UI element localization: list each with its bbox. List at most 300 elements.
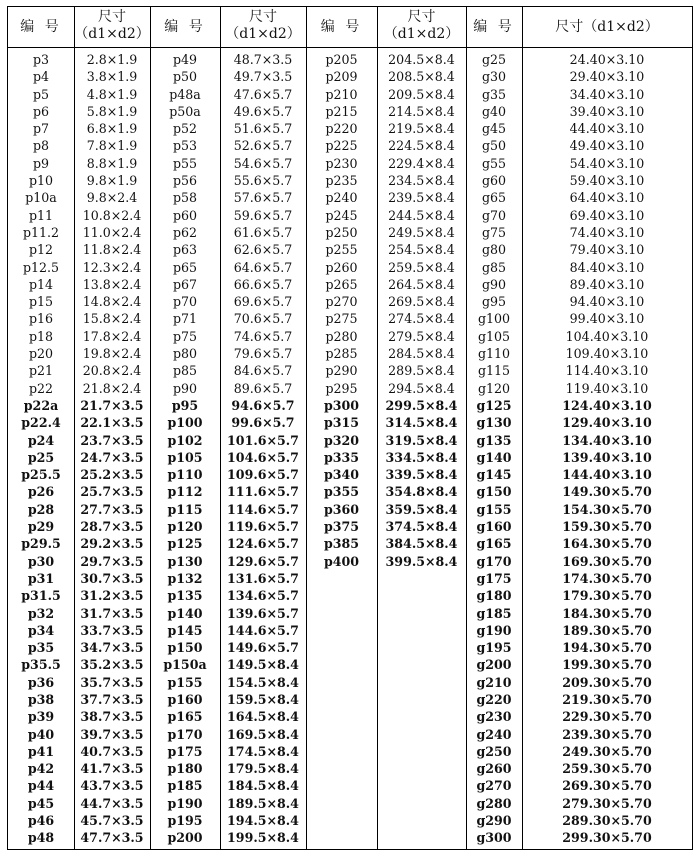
seal-code-cell: p60 — [172, 207, 198, 223]
seal-size-cell: 334.5×8.4 — [385, 449, 458, 465]
seal-size-cell: 49.40×3.10 — [569, 138, 645, 154]
seal-size-cell: 229.30×5.70 — [562, 709, 652, 725]
seal-code-cell: p14 — [28, 276, 54, 292]
seal-size-cell: 14.8×2.4 — [82, 294, 142, 310]
seal-code-cell: p50a — [169, 103, 201, 119]
seal-size-cell: 234.5×8.4 — [388, 173, 455, 189]
header-size-4: 尺寸（d1×d2） — [555, 19, 659, 35]
seal-code-cell: p210 — [325, 86, 358, 102]
seal-size-cell: 184.30×5.70 — [562, 605, 652, 621]
seal-size-cell: 20.8×2.4 — [82, 363, 142, 379]
seal-size-cell: 209.5×8.4 — [388, 86, 455, 102]
seal-code-cell: p46 — [27, 813, 55, 829]
seal-size-cell: 59.40×3.10 — [569, 173, 645, 189]
seal-size-cell: 6.8×1.9 — [86, 121, 138, 137]
seal-size-cell: 52.6×5.7 — [233, 138, 293, 154]
seal-code-cell: g145 — [476, 467, 512, 483]
seal-code-cell: g40 — [481, 103, 507, 119]
seal-code-cell: p120 — [167, 519, 203, 535]
seal-size-cell: 254.5×8.4 — [388, 242, 455, 258]
seal-code-cell: p260 — [325, 259, 358, 275]
seal-size-cell: 229.4×8.4 — [388, 155, 455, 171]
seal-code-cell: p65 — [172, 259, 198, 275]
seal-size-cell: 294.5×8.4 — [388, 380, 455, 396]
seal-size-cell: 174.30×5.70 — [562, 570, 652, 586]
header-code-3: 编 号 — [320, 19, 363, 35]
header-size-3: 尺寸 （d1×d2） — [383, 9, 460, 42]
code-column-4 — [466, 51, 522, 847]
seal-code-cell: p240 — [325, 190, 358, 206]
seal-size-cell: 189.30×5.70 — [562, 622, 652, 638]
seal-code-cell: g90 — [481, 276, 507, 292]
seal-size-cell: 84.6×5.7 — [233, 363, 293, 379]
seal-code-cell: p270 — [325, 294, 358, 310]
seal-size-cell: 43.7×3.5 — [80, 778, 144, 794]
seal-code-cell: p360 — [323, 501, 360, 517]
seal-size-cell: 289.30×5.70 — [562, 813, 652, 829]
seal-size-cell: 314.5×8.4 — [385, 415, 458, 431]
seal-code-cell: p245 — [325, 207, 358, 223]
seal-code-cell: p42 — [27, 761, 55, 777]
seal-code-cell: p125 — [167, 536, 203, 552]
seal-size-cell: 154.5×8.4 — [227, 674, 299, 690]
seal-code-cell: p22 — [28, 380, 54, 396]
seal-code-cell: g300 — [476, 830, 512, 846]
seal-size-cell: 94.40×3.10 — [569, 294, 645, 310]
seal-size-cell: 279.5×8.4 — [388, 328, 455, 344]
seal-size-cell: 184.5×8.4 — [227, 778, 299, 794]
seal-size-cell: 54.6×5.7 — [233, 155, 293, 171]
seal-code-cell: g185 — [476, 605, 512, 621]
seal-size-cell: 124.40×3.10 — [562, 397, 652, 413]
seal-size-cell: 219.5×8.4 — [388, 121, 455, 137]
seal-size-cell: 104.6×5.7 — [227, 449, 299, 465]
seal-code-cell: g65 — [481, 190, 507, 206]
seal-size-cell: 35.7×3.5 — [80, 674, 144, 690]
seal-code-cell: p275 — [325, 311, 358, 327]
seal-size-cell: 149.30×5.70 — [562, 484, 652, 500]
seal-code-cell: g60 — [481, 173, 507, 189]
seal-code-cell: p220 — [325, 121, 358, 137]
seal-code-cell: p205 — [325, 52, 358, 67]
seal-code-cell: p112 — [167, 484, 203, 500]
seal-code-cell: g240 — [476, 726, 512, 742]
seal-size-cell: 204.5×8.4 — [388, 52, 455, 67]
seal-size-cell: 40.7×3.5 — [80, 743, 144, 759]
seal-size-cell: 169.30×5.70 — [562, 553, 652, 569]
seal-code-cell: g85 — [481, 259, 507, 275]
seal-size-cell: 39.40×3.10 — [569, 103, 645, 119]
seal-code-cell: p320 — [323, 432, 360, 448]
seal-size-cell: 31.7×3.5 — [80, 605, 144, 621]
seal-size-cell: 11.8×2.4 — [82, 242, 142, 258]
seal-code-cell: p230 — [325, 155, 358, 171]
seal-size-cell: 84.40×3.10 — [569, 259, 645, 275]
seal-code-cell: p165 — [167, 709, 203, 725]
seal-code-cell: p102 — [167, 432, 203, 448]
size-column-2 — [220, 51, 306, 847]
seal-code-cell: p21 — [28, 363, 54, 379]
seal-code-cell: p11 — [28, 207, 54, 223]
seal-code-cell: p105 — [167, 449, 203, 465]
seal-size-cell: 269.5×8.4 — [388, 294, 455, 310]
seal-size-cell: 374.5×8.4 — [385, 519, 458, 535]
seal-size-cell: 199.5×8.4 — [227, 830, 299, 846]
seal-size-cell: 37.7×3.5 — [80, 691, 144, 707]
seal-size-cell: 224.5×8.4 — [388, 138, 455, 154]
seal-size-cell: 264.5×8.4 — [388, 276, 455, 292]
seal-code-cell: p49 — [172, 52, 198, 67]
seal-size-cell: 64.6×5.7 — [233, 259, 293, 275]
seal-code-cell: g45 — [481, 121, 507, 137]
seal-code-cell: g135 — [476, 432, 512, 448]
seal-size-cell: 109.6×5.7 — [227, 467, 299, 483]
seal-code-cell: g190 — [476, 622, 512, 638]
code-column-2 — [150, 51, 220, 847]
seal-size-cell: 45.7×3.5 — [80, 813, 144, 829]
seal-code-cell: p20 — [28, 346, 54, 362]
seal-size-cell: 66.6×5.7 — [233, 276, 293, 292]
seal-size-cell: 214.5×8.4 — [388, 103, 455, 119]
seal-code-cell: p6 — [32, 103, 50, 119]
seal-size-cell: 259.30×5.70 — [562, 761, 652, 777]
seal-code-cell: g180 — [476, 588, 512, 604]
seal-code-cell: p255 — [325, 242, 358, 258]
seal-code-cell: p315 — [323, 415, 360, 431]
seal-code-cell: p39 — [27, 709, 55, 725]
seal-code-cell: g105 — [477, 328, 511, 344]
seal-code-cell: p90 — [172, 380, 198, 396]
seal-code-cell: g220 — [476, 691, 512, 707]
seal-size-cell: 359.5×8.4 — [385, 501, 458, 517]
seal-code-cell: p250 — [325, 224, 358, 240]
seal-code-cell: p40 — [27, 726, 55, 742]
seal-size-cell: 134.6×5.7 — [227, 588, 299, 604]
seal-code-cell: p18 — [28, 328, 54, 344]
seal-code-cell: p95 — [171, 397, 199, 413]
seal-code-cell: g160 — [476, 519, 512, 535]
seal-size-cell: 12.3×2.4 — [82, 259, 142, 275]
seal-size-cell: 209.30×5.70 — [562, 674, 652, 690]
seal-size-cell: 15.8×2.4 — [82, 311, 142, 327]
seal-code-cell: g155 — [476, 501, 512, 517]
seal-code-cell: p63 — [172, 242, 198, 258]
seal-code-cell: p70 — [172, 294, 198, 310]
seal-code-cell: g210 — [476, 674, 512, 690]
seal-size-cell: 28.7×3.5 — [80, 519, 144, 535]
seal-size-cell: 114.40×3.10 — [565, 363, 649, 379]
seal-code-cell: p56 — [172, 173, 198, 189]
size-column-3 — [377, 51, 466, 570]
seal-code-cell: p67 — [172, 276, 198, 292]
seal-size-cell: 17.8×2.4 — [82, 328, 142, 344]
seal-size-cell: 9.8×2.4 — [86, 190, 138, 206]
seal-size-cell: 244.5×8.4 — [388, 207, 455, 223]
seal-size-cell: 64.40×3.10 — [569, 190, 645, 206]
seal-size-cell: 299.5×8.4 — [385, 397, 458, 413]
seal-size-cell: 134.40×3.10 — [562, 432, 652, 448]
seal-size-cell: 21.8×2.4 — [82, 380, 142, 396]
seal-code-cell: p12.5 — [22, 259, 60, 275]
seal-code-cell: p44 — [27, 778, 55, 794]
seal-code-cell: p5 — [32, 86, 50, 102]
seal-size-cell: 149.6×5.7 — [227, 640, 299, 656]
seal-code-cell: p32 — [27, 605, 55, 621]
seal-size-cell: 48.7×3.5 — [233, 52, 293, 67]
seal-size-cell: 29.40×3.10 — [569, 69, 645, 85]
seal-code-cell: p55 — [172, 155, 198, 171]
seal-size-cell: 159.30×5.70 — [562, 519, 652, 535]
seal-code-cell: p9 — [32, 155, 50, 171]
seal-code-cell: p25.5 — [21, 467, 61, 483]
seal-code-cell: p48 — [27, 830, 55, 846]
seal-size-cell: 47.6×5.7 — [233, 86, 293, 102]
seal-code-cell: p265 — [325, 276, 358, 292]
seal-code-cell: p11.2 — [22, 224, 60, 240]
seal-size-cell: 27.7×3.5 — [80, 501, 144, 517]
seal-code-cell: p300 — [323, 397, 360, 413]
seal-code-cell: p36 — [27, 674, 55, 690]
seal-size-cell: 70.6×5.7 — [233, 311, 293, 327]
header-rule — [8, 47, 692, 48]
code-column-3 — [306, 51, 377, 570]
seal-code-cell: g165 — [476, 536, 512, 552]
seal-size-cell: 41.7×3.5 — [80, 761, 144, 777]
seal-code-cell: p355 — [323, 484, 360, 500]
seal-code-cell: p132 — [167, 570, 203, 586]
seal-code-cell: p22a — [23, 397, 59, 413]
seal-code-cell: g200 — [476, 657, 512, 673]
seal-size-cell: 119.6×5.7 — [227, 519, 299, 535]
seal-code-cell: p26 — [27, 484, 55, 500]
header-size-2: 尺寸 （d1×d2） — [225, 9, 301, 42]
seal-code-cell: p35.5 — [21, 657, 61, 673]
seal-code-cell: g130 — [476, 415, 512, 431]
seal-code-cell: p115 — [167, 501, 203, 517]
seal-code-cell: g270 — [476, 778, 512, 794]
seal-size-cell: 101.6×5.7 — [227, 432, 299, 448]
seal-size-cell: 59.6×5.7 — [233, 207, 293, 223]
seal-code-cell: p180 — [167, 761, 203, 777]
seal-code-cell: p160 — [167, 691, 203, 707]
seal-size-cell: 144.40×3.10 — [562, 467, 652, 483]
seal-size-cell: 3.8×1.9 — [86, 69, 138, 85]
size-column-1 — [74, 51, 150, 847]
seal-size-cell: 119.40×3.10 — [565, 380, 649, 396]
seal-code-cell: p48a — [169, 86, 201, 102]
seal-size-cell: 79.40×3.10 — [569, 242, 645, 258]
seal-size-cell: 74.40×3.10 — [569, 224, 645, 240]
seal-code-cell: p3 — [32, 52, 50, 67]
header-code-4: 编 号 — [473, 19, 515, 35]
seal-size-cell: 89.40×3.10 — [569, 276, 645, 292]
seal-size-cell: 299.30×5.70 — [562, 830, 652, 846]
seal-size-cell: 199.30×5.70 — [562, 657, 652, 673]
seal-code-cell: p295 — [325, 380, 358, 396]
seal-size-cell: 129.6×5.7 — [227, 553, 299, 569]
seal-size-cell: 24.40×3.10 — [569, 52, 645, 67]
seal-code-cell: g280 — [476, 795, 512, 811]
seal-size-cell: 164.30×5.70 — [562, 536, 652, 552]
seal-size-cell: 104.40×3.10 — [565, 328, 649, 344]
seal-size-cell: 44.40×3.10 — [569, 121, 645, 137]
seal-size-cell: 269.30×5.70 — [562, 778, 652, 794]
seal-size-cell: 94.6×5.7 — [231, 397, 295, 413]
seal-size-cell: 144.6×5.7 — [227, 622, 299, 638]
seal-code-cell: g75 — [481, 224, 507, 240]
seal-code-cell: p400 — [323, 553, 360, 569]
seal-size-cell: 62.6×5.7 — [233, 242, 293, 258]
seal-size-cell: 114.6×5.7 — [227, 501, 299, 517]
seal-size-cell: 111.6×5.7 — [227, 484, 299, 500]
seal-size-cell: 39.7×3.5 — [80, 726, 144, 742]
seal-code-cell: p15 — [28, 294, 54, 310]
seal-size-cell: 44.7×3.5 — [80, 795, 144, 811]
seal-code-cell: p190 — [167, 795, 203, 811]
seal-size-cell: 5.8×1.9 — [86, 103, 138, 119]
seal-size-cell: 259.5×8.4 — [388, 259, 455, 275]
seal-size-cell: 194.30×5.70 — [562, 640, 652, 656]
seal-size-cell: 189.5×8.4 — [227, 795, 299, 811]
seal-code-cell: p30 — [27, 553, 55, 569]
seal-code-cell: p4 — [32, 69, 50, 85]
header-code-1: 编 号 — [20, 19, 62, 35]
seal-code-cell: g170 — [476, 553, 512, 569]
seal-code-cell: p58 — [172, 190, 198, 206]
seal-size-cell: 61.6×5.7 — [233, 224, 293, 240]
seal-size-cell: 154.30×5.70 — [562, 501, 652, 517]
seal-size-cell: 219.30×5.70 — [562, 691, 652, 707]
seal-code-cell: p8 — [32, 138, 50, 154]
seal-size-cell: 109.40×3.10 — [565, 346, 649, 362]
seal-code-cell: p7 — [32, 121, 50, 137]
seal-code-cell: p85 — [172, 363, 198, 379]
seal-code-cell: p215 — [325, 103, 358, 119]
seal-code-cell: p45 — [27, 795, 55, 811]
seal-code-cell: p34 — [27, 622, 55, 638]
seal-size-cell: 13.8×2.4 — [82, 276, 142, 292]
seal-size-cell: 47.7×3.5 — [80, 830, 144, 846]
seal-code-cell: p110 — [167, 467, 203, 483]
seal-code-cell: p53 — [172, 138, 198, 154]
seal-size-cell: 179.5×8.4 — [227, 761, 299, 777]
seal-size-cell: 179.30×5.70 — [562, 588, 652, 604]
seal-size-cell: 239.5×8.4 — [388, 190, 455, 206]
seal-size-cell: 25.2×3.5 — [80, 467, 144, 483]
seal-size-cell: 139.40×3.10 — [562, 449, 652, 465]
seal-code-cell: p170 — [167, 726, 203, 742]
seal-size-cell: 9.8×1.9 — [86, 173, 138, 189]
seal-size-cell: 30.7×3.5 — [80, 570, 144, 586]
seal-size-cell: 274.5×8.4 — [388, 311, 455, 327]
seal-code-cell: p35 — [27, 640, 55, 656]
seal-size-cell: 319.5×8.4 — [385, 432, 458, 448]
seal-size-cell: 164.5×8.4 — [227, 709, 299, 725]
seal-size-cell: 29.7×3.5 — [80, 553, 144, 569]
seal-code-cell: p16 — [28, 311, 54, 327]
seal-code-cell: p290 — [325, 363, 358, 379]
seal-size-cell: 79.6×5.7 — [233, 346, 293, 362]
seal-code-cell: p12 — [28, 242, 54, 258]
seal-code-cell: p385 — [323, 536, 360, 552]
seal-code-cell: p335 — [323, 449, 360, 465]
seal-code-cell: p195 — [167, 813, 203, 829]
seal-size-cell: 25.7×3.5 — [80, 484, 144, 500]
seal-size-cell: 24.7×3.5 — [80, 449, 144, 465]
seal-code-cell: p38 — [27, 691, 55, 707]
seal-code-cell: p340 — [323, 467, 360, 483]
seal-code-cell: p135 — [167, 588, 203, 604]
seal-code-cell: p31.5 — [21, 588, 61, 604]
seal-code-cell: p25 — [27, 449, 55, 465]
seal-code-cell: p80 — [172, 346, 198, 362]
seal-size-cell: 339.5×8.4 — [385, 467, 458, 483]
seal-size-cell: 8.8×1.9 — [86, 155, 138, 171]
seal-size-cell: 384.5×8.4 — [385, 536, 458, 552]
header-size-1: 尺寸 （d1×d2） — [74, 9, 150, 42]
seal-code-cell: p175 — [167, 743, 203, 759]
seal-code-cell: p31 — [27, 570, 55, 586]
seal-code-cell: g150 — [476, 484, 512, 500]
seal-code-cell: g120 — [477, 380, 511, 396]
seal-size-cell: 279.30×5.70 — [562, 795, 652, 811]
seal-code-cell: p62 — [172, 224, 198, 240]
seal-code-cell: p130 — [167, 553, 203, 569]
seal-code-cell: p285 — [325, 346, 358, 362]
seal-code-cell: g35 — [481, 86, 507, 102]
header-code-2: 编 号 — [164, 19, 206, 35]
seal-size-cell: 34.7×3.5 — [80, 640, 144, 656]
seal-code-cell: g290 — [476, 813, 512, 829]
seal-size-cell: 284.5×8.4 — [388, 346, 455, 362]
seal-code-cell: p28 — [27, 501, 55, 517]
seal-size-cell: 21.7×3.5 — [80, 397, 144, 413]
seal-code-cell: p185 — [167, 778, 203, 794]
seal-size-cell: 399.5×8.4 — [385, 553, 458, 569]
seal-size-cell: 69.6×5.7 — [233, 294, 293, 310]
seal-code-cell: p150a — [163, 657, 207, 673]
seal-code-cell: p24 — [27, 432, 55, 448]
seal-size-cell: 33.7×3.5 — [80, 622, 144, 638]
seal-code-cell: g80 — [481, 242, 507, 258]
seal-size-cell: 57.6×5.7 — [233, 190, 293, 206]
seal-code-cell: g115 — [477, 363, 511, 379]
seal-size-cell: 69.40×3.10 — [569, 207, 645, 223]
seal-size-cell: 89.6×5.7 — [233, 380, 293, 396]
seal-size-cell: 149.5×8.4 — [227, 657, 299, 673]
seal-code-cell: g70 — [481, 207, 507, 223]
seal-code-cell: g125 — [476, 397, 512, 413]
seal-size-cell: 7.8×1.9 — [86, 138, 138, 154]
seal-code-cell: p50 — [172, 69, 198, 85]
seal-code-cell: p10 — [28, 173, 54, 189]
seal-code-cell: p22.4 — [21, 415, 61, 431]
seal-size-cell: 29.2×3.5 — [80, 536, 144, 552]
seal-code-cell: g250 — [476, 743, 512, 759]
seal-code-cell: g195 — [476, 640, 512, 656]
seal-size-cell: 139.6×5.7 — [227, 605, 299, 621]
seal-size-cell: 35.2×3.5 — [80, 657, 144, 673]
seal-size-cell: 31.2×3.5 — [80, 588, 144, 604]
seal-code-cell: p150 — [167, 640, 203, 656]
seal-size-cell: 49.6×5.7 — [233, 103, 293, 119]
seal-code-cell: g50 — [481, 138, 507, 154]
seal-code-cell: g95 — [481, 294, 507, 310]
seal-code-cell: p235 — [325, 173, 358, 189]
seal-size-cell: 159.5×8.4 — [227, 691, 299, 707]
seal-code-cell: g110 — [477, 346, 511, 362]
seal-size-cell: 194.5×8.4 — [227, 813, 299, 829]
